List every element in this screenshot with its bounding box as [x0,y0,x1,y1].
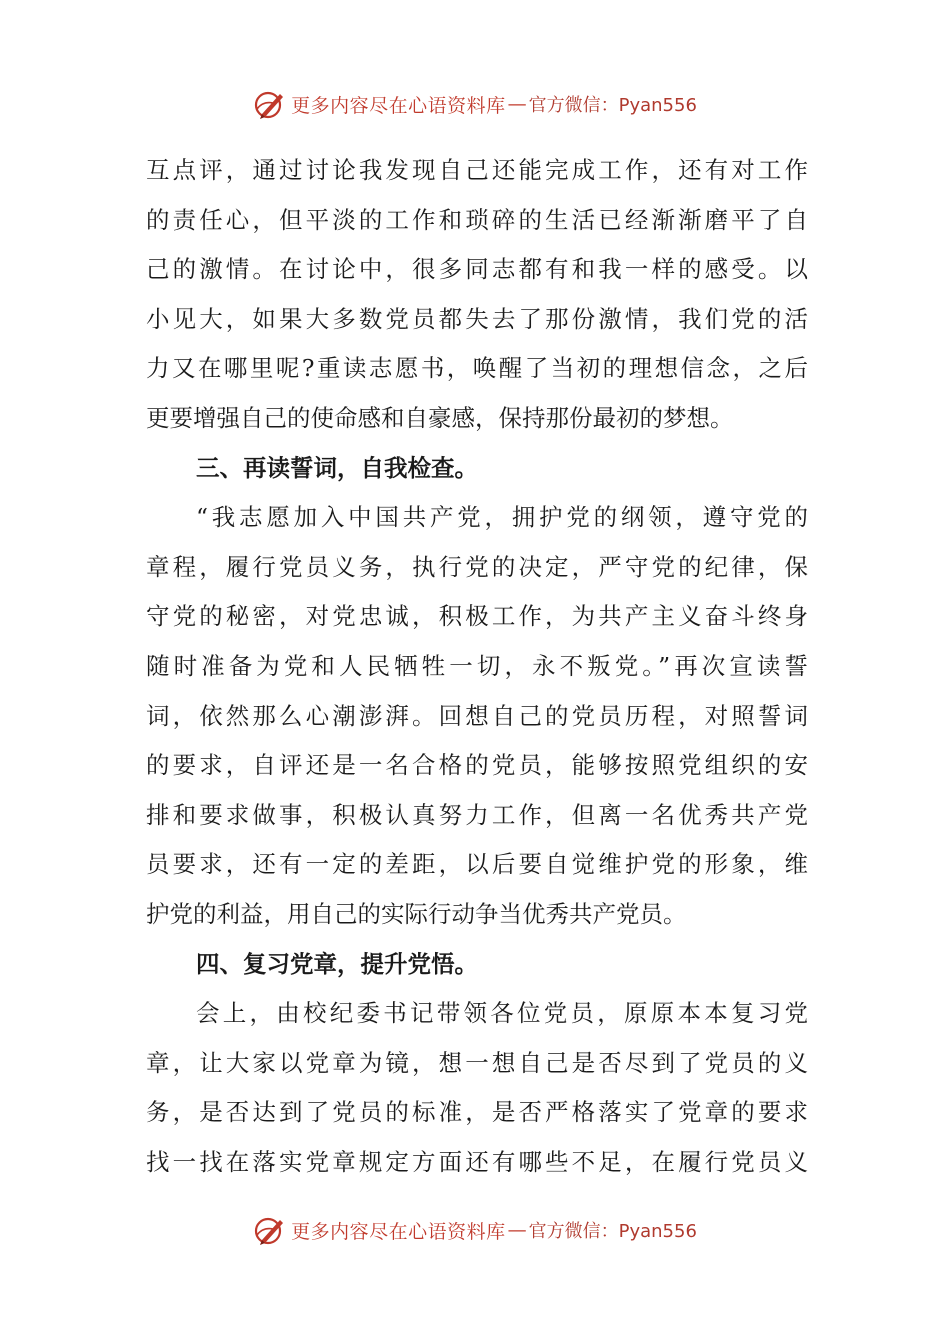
body-line: 词，依然那么心潮澎湃。回想自己的党员历程，对照誓词 [146,701,808,730]
body-line: 务，是否达到了党员的标准，是否严格落实了党章的要求 [146,1098,808,1127]
body-line: “我志愿加入中国共产党，拥护党的纲领，遵守党的 [196,503,808,532]
pen-logo-icon [253,1213,287,1247]
body-line: 章，让大家以党章为镜，想一想自己是否尽到了党员的义 [146,1048,808,1077]
body-line: 互点评，通过讨论我发现自己还能完成工作，还有对工作 [146,156,808,184]
body-line: 护党的利益，用自己的实际行动争当优秀共产党员。 [146,899,687,928]
body-line: 找一找在落实党章规定方面还有哪些不足，在履行党员义 [146,1147,808,1176]
body-line: 随时准备为党和人民牺牲一切，永不叛党。”再次宣读誓 [146,651,808,680]
banner-lead-text: 更多内容尽在心语资料库 [291,94,506,117]
body-line: 章程，履行党员义务，执行党的决定，严守党的纪律，保 [146,552,808,581]
banner-dash: — [507,1219,527,1241]
body-line: 的责任心，但平淡的工作和琐碎的生活已经渐渐磨平了自 [146,205,808,234]
document-body [146,146,808,1187]
banner-lead-text: 更多内容尽在心语资料库 [291,1220,506,1243]
body-line: 守党的秘密，对党忠诚，积极工作，为共产主义奋斗终身 [146,602,808,631]
banner-wechat-text: 官方微信：Pyan556 [528,1221,697,1242]
banner-wechat-text: 官方微信：Pyan556 [528,95,697,116]
body-line: 的要求，自评还是一名合格的党员，能够按照党组织的安 [146,751,808,780]
body-line: 小见大，如果大多数党员都失去了那份激情，我们党的活 [146,304,808,333]
header-watermark-banner [0,84,950,124]
body-line: 排和要求做事，积极认真努力工作，但离一名优秀共产党 [146,800,808,829]
body-line: 会上，由校纪委书记带领各位党员，原原本本复习党 [196,999,808,1028]
section-heading: 四、复习党章，提升党悟。 [196,949,478,978]
body-line: 更要增强自己的使命感和自豪感，保持那份最初的梦想。 [146,403,734,432]
footer-watermark-banner [0,1210,950,1250]
banner-dash: — [507,93,527,115]
section-heading: 三、再读誓词，自我检查。 [196,453,478,482]
body-line: 己的激情。在讨论中，很多同志都有和我一样的感受。以 [146,255,808,284]
pen-logo-icon [253,87,287,121]
body-line: 员要求，还有一定的差距，以后要自觉维护党的形象，维 [146,850,808,879]
body-line: 力又在哪里呢?重读志愿书，唤醒了当初的理想信念，之后 [146,354,808,383]
